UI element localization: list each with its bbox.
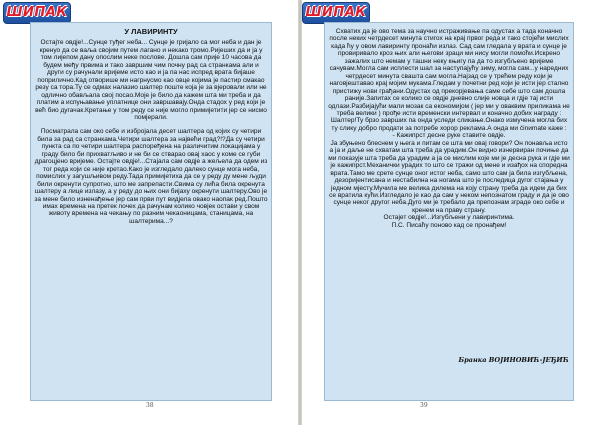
paragraph: Ја збуњено блеснем у њега и питам се шта ми овај говори? Он понавља исто а ја и даље не схватам шта треба да урадим.Он видно изнервиран почиње да ми показује шта треба да урадим а ја се мислим које ми је десна рука и гдје ми је кажипрст.Механички урадих то што се тражи од мене и изађох на споредна врата.Тамо ме срете сунце оног истог неба, само што сам ја била изгубљена, дезоријентисана и нестабилна на ногама што је последица дугог стајања у једном мјесту.Мучила ме велика дилема на коју страну треба да идем да бих се вратила кући.Изгледало је као да сам у неком непознатом граду и да је ово сунце неког другог неба.Дуго ми је требало да препознам зграде око себе и кренем на праву страну. xyxy=(328,139,570,214)
page-number: 38 xyxy=(146,402,154,409)
article-panel-left xyxy=(30,22,272,401)
paragraph: Посматрала сам око себе и избројала десет шалтера од којих су четири била за рад са странкама.Четири шалтера за највећи град?!?Да су четири пункта са по четири шалтера распоређена на различитим локацијама у граду било би прихватљиво и не би се стварао овај хаос у коме се губи драгоцјено вријеме. Остајте овдје!...Стајала сам овдје а жељела да одем из тог реда који се није кретао.Како је изгледало далеко сунце мога неба, помислих у загушљивом реду.Тада примијетиха да се у реду ду мене људи били окренути супротно, што ме запрепасти.Свима су лића била окренута шалтеру а лице излазу, а у реду до њих они бијаху окренути шалтеру.Ово је за мене било изненађење јер сам први пут видјела овако наопак ред.Пошто имах времена на претек почех да рачунам колико човјек остави у свом животу времена на чекању по разним чекаоницама, станицама, на шалтерима...? xyxy=(34,128,268,225)
magazine-logo: ШИПАК xyxy=(302,2,370,24)
quote-line: - Кажипрст десне руке ставите овдје. xyxy=(392,132,506,140)
paragraph: Остајте овдје!...Сунце туђег неба... Сунце је гријало са мог неба и дан је кренуо да се ваља својим путем лагано и некако тромо.Ријеших да и ја у том лијепом дану опослим неке послове. Дошла сам прије 10 часова да будем међу првима и тако завршим чим почну рад са странкама али и други су рачунали вријеме исто као и ја па нас испред врата бијаше поприлично.Кад отворише ми нагрнусмо као овце којима је пастир смакао резу са тора.Ту се одмах налазио шалтер поште која је за вјеровали или не одлично обављала свој посао.Моје је било да кажем шта ми треба и да платим а испуњавање уплатнице они завршавају.Онда стадох у ред који је већ био дугачак.Кретање у том реду се није могло примијетити јер се нисмо помјерали. xyxy=(35,39,267,121)
article-panel-right xyxy=(324,22,574,401)
article-title: У ЛАВИРИНТУ xyxy=(124,27,178,36)
page-number: 39 xyxy=(420,402,428,409)
article-text-right xyxy=(325,23,573,229)
closing-line: П.С. Писаћу поново кад се пронађем! xyxy=(391,221,507,229)
author-signature: Бранка ВОЈИНОВИЋ-ЈЕЂИЋ xyxy=(458,356,569,364)
left-page xyxy=(0,0,298,425)
article-text-left xyxy=(31,23,271,225)
right-page xyxy=(302,0,600,425)
paragraph: Схватих да је ово тема за научно истраживање па одустах а тада коначно после неких четрдесет минута стигох на крај првог реда и тако стојећи мислих када ћу у овом лавиринту пронаћи излаз. Сад сам гледала у врата и сунце је провиривало кроз њих али његови зраци ми нису могли помоћи.Искрено зажалих што немам у ташни неку књигу па да то изгубљено вријеме сачувам.Могла сам исплести шал за наступајућу зиму, могла сам...у наредних четрдесет минута свашта сам могла.Најзад се у трећем реду који је наговјештавао крај мојим мукама.Гледам у почетни ред који је исти јер стално пристижу нови грађани.Одустах од прекорјевања саме себе што сам дошла раније.Запитах се колико се овдје дневно слије новца и гдје тај исти одлази.Разбијајући мали мозак са економијом ( јер ми у оваквим приликама не треба велики ) прође исти временски интервал и коначно добих награду : Шалтер!Ту брзо заврших па онда уследи сликање.Онако измучена могла бих ту слику добро продати за потребе хорор реклама.А онда ми činиmate каже : xyxy=(328,28,570,132)
magazine-logo: ШИПАК xyxy=(3,2,71,24)
closing-line: Остајет овдје!...Изгубљени у лавиринтима. xyxy=(383,214,515,222)
